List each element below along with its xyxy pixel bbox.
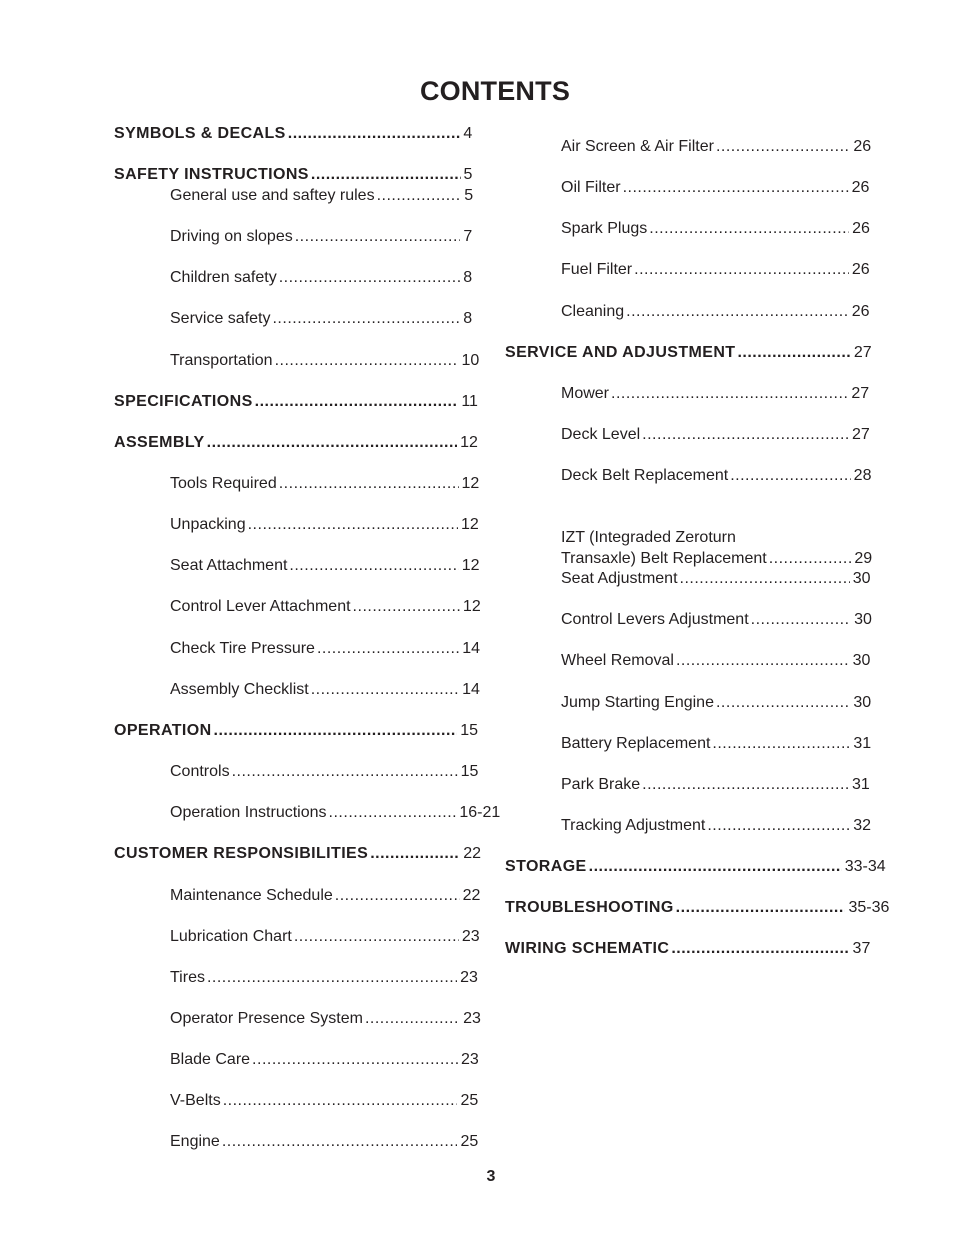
toc-entry-page-number: 26: [851, 179, 870, 196]
toc-subsection-entry[interactable]: [561, 650, 871, 671]
toc-entry-label: Maintenance Schedule: [170, 887, 333, 904]
toc-entry-page-number: 12: [462, 598, 481, 615]
toc-entry-page-number: 22: [463, 845, 482, 862]
toc-entry-label: Operator Presence System: [170, 1010, 363, 1027]
toc-subsection-entry[interactable]: [170, 185, 474, 206]
toc-subsection-entry[interactable]: [561, 301, 870, 322]
toc-entry-page-number: 16-21: [459, 804, 501, 821]
toc-entry-label: SAFETY INSTRUCTIONS: [114, 166, 309, 183]
toc-entry-page-number: 27: [853, 344, 872, 361]
toc-entry-label: Engine: [170, 1133, 220, 1150]
toc-entry-page-number: 23: [463, 1010, 481, 1027]
toc-subsection-entry[interactable]: [561, 692, 872, 713]
toc-section-entry[interactable]: [505, 938, 871, 959]
toc-entry-label: Assembly Checklist: [170, 681, 309, 698]
dot-leader: [642, 774, 849, 795]
toc-section-entry[interactable]: [114, 391, 478, 412]
toc-entry-label: SPECIFICATIONS: [114, 393, 253, 410]
toc-subsection-entry[interactable]: [170, 555, 480, 576]
toc-entry-page-number: 28: [853, 467, 872, 484]
dot-leader: [279, 267, 461, 288]
toc-entry-page-number: 31: [852, 776, 870, 793]
dot-leader: [769, 548, 852, 569]
toc-entry-page-number: 11: [461, 393, 478, 410]
toc-subsection-entry[interactable]: [170, 514, 479, 535]
toc-entry-page-number: 27: [851, 385, 870, 402]
toc-entry-label: Lubrication Chart: [170, 928, 292, 945]
toc-subsection-entry[interactable]: [561, 259, 870, 280]
dot-leader: [288, 123, 461, 144]
toc-section-entry[interactable]: [114, 720, 479, 741]
toc-subsection-entry[interactable]: [170, 473, 480, 494]
toc-section-entry[interactable]: [114, 123, 473, 144]
dot-leader: [611, 383, 848, 404]
toc-entry-page-number: 25: [460, 1092, 479, 1109]
toc-subsection-entry[interactable]: [561, 774, 870, 795]
toc-subsection-entry[interactable]: [561, 465, 872, 486]
toc-entry-page-number: 26: [853, 138, 872, 155]
toc-entry-label: Fuel Filter: [561, 261, 633, 278]
toc-entry-page-number: 14: [462, 681, 480, 698]
toc-subsection-entry[interactable]: [170, 761, 479, 782]
toc-entry-label: General use and saftey rules: [170, 187, 375, 204]
toc-entry-label: Children safety: [170, 269, 277, 286]
toc-entry-label: Wheel Removal: [561, 652, 674, 669]
dot-leader: [275, 350, 459, 371]
toc-entry-page-number: 30: [853, 694, 872, 711]
dot-leader: [329, 802, 457, 823]
toc-entry-label: Cleaning: [561, 303, 625, 320]
toc-entry-label: Deck Belt Replacement: [561, 467, 729, 484]
toc-entry-page-number: 33-34: [844, 858, 886, 875]
toc-section-entry[interactable]: [114, 164, 473, 185]
dot-leader: [255, 391, 459, 412]
toc-entry-page-number: 31: [853, 735, 872, 752]
dot-leader: [311, 164, 461, 185]
dot-leader: [751, 609, 851, 630]
dot-leader: [272, 308, 460, 329]
toc-entry-page-number: 5: [464, 187, 474, 204]
dot-leader: [730, 465, 850, 486]
toc-entry-page-number: 26: [851, 303, 870, 320]
toc-entry-label: Mower: [561, 385, 610, 402]
toc-entry-page-number: 23: [461, 1051, 479, 1068]
toc-subsection-entry[interactable]: [561, 177, 870, 198]
toc-entry-page-number: 25: [460, 1133, 479, 1150]
toc-entry-page-number: 26: [851, 261, 870, 278]
dot-leader: [707, 815, 850, 836]
dot-leader: [377, 185, 462, 206]
dot-leader: [716, 692, 850, 713]
toc-entry-label: Tracking Adjustment: [561, 817, 706, 834]
toc-entry-page-number: 26: [852, 220, 870, 237]
toc-entry-page-number: 37: [852, 940, 871, 957]
toc-subsection-entry[interactable]: [170, 1008, 481, 1029]
toc-entry-label: ASSEMBLY: [114, 434, 205, 451]
toc-subsection-entry[interactable]: [170, 596, 481, 617]
toc-entry-page-number: 23: [460, 969, 478, 986]
toc-entry-label: Operation Instructions: [170, 804, 327, 821]
toc-entry-page-number: 4: [463, 125, 473, 142]
toc-entry-label: Driving on slopes: [170, 228, 293, 245]
toc-entry-page-number: 15: [460, 722, 479, 739]
dot-leader: [737, 342, 850, 363]
toc-entry-label: Tires: [170, 969, 205, 986]
toc-entry-label: Blade Care: [170, 1051, 251, 1068]
dot-leader: [248, 514, 458, 535]
toc-entry-page-number: 12: [460, 434, 478, 451]
toc-entry-label: Tools Required: [170, 475, 277, 492]
toc-entry-label: Transaxle) Belt Replacement: [561, 550, 767, 567]
toc-subsection-entry[interactable]: [170, 1131, 479, 1152]
dot-leader: [317, 638, 459, 659]
toc-entry-page-number: 5: [463, 166, 473, 183]
toc-entry-label: STORAGE: [505, 858, 587, 875]
dot-leader: [365, 1008, 460, 1029]
toc-entry-page-number: 8: [463, 269, 473, 286]
toc-entry-label: WIRING SCHEMATIC: [505, 940, 670, 957]
toc-section-entry[interactable]: [505, 856, 886, 877]
dot-leader: [623, 177, 849, 198]
dot-leader: [680, 568, 850, 589]
dot-leader: [222, 1131, 458, 1152]
dot-leader: [676, 897, 846, 918]
toc-subsection-entry[interactable]: [170, 638, 481, 659]
dot-leader: [294, 926, 459, 947]
dot-leader: [626, 301, 849, 322]
dot-leader: [335, 885, 460, 906]
toc-entry-page-number: 22: [462, 887, 481, 904]
toc-section-entry[interactable]: [114, 432, 478, 453]
dot-leader: [649, 218, 849, 239]
toc-entry-label: Control Lever Attachment: [170, 598, 351, 615]
toc-subsection-entry[interactable]: [561, 527, 873, 569]
toc-section-entry[interactable]: [114, 843, 482, 864]
toc-entry-page-number: 32: [853, 817, 872, 834]
toc-entry-label: SYMBOLS & DECALS: [114, 125, 286, 142]
toc-entry-label: Deck Level: [561, 426, 641, 443]
toc-entry-label: Air Screen & Air Filter: [561, 138, 714, 155]
toc-entry-label: Controls: [170, 763, 230, 780]
toc-subsection-entry[interactable]: [561, 609, 872, 630]
dot-leader: [311, 679, 459, 700]
toc-entry-label-line: IZT (Integraded Zeroturn: [561, 529, 736, 546]
toc-subsection-entry[interactable]: [561, 424, 870, 445]
toc-entry-label: Battery Replacement: [561, 735, 711, 752]
toc-entry-page-number: 30: [852, 652, 871, 669]
toc-entry-label: Seat Attachment: [170, 557, 288, 574]
toc-subsection-entry[interactable]: [170, 926, 480, 947]
dot-leader: [207, 967, 457, 988]
toc-subsection-entry[interactable]: [561, 383, 870, 404]
dot-leader: [671, 938, 849, 959]
toc-entry-label: CUSTOMER RESPONSIBILITIES: [114, 845, 369, 862]
toc-entry-label: Seat Adjustment: [561, 570, 678, 587]
toc-entry-label: Jump Starting Engine: [561, 694, 714, 711]
toc-entry-label: Check Tire Pressure: [170, 640, 315, 657]
dot-leader: [279, 473, 459, 494]
toc-subsection-entry[interactable]: [170, 350, 480, 371]
toc-subsection-entry[interactable]: [170, 1090, 479, 1111]
toc-entry-page-number: 15: [460, 763, 479, 780]
toc-section-entry[interactable]: [505, 897, 890, 918]
toc-subsection-entry[interactable]: [170, 802, 501, 823]
dot-leader: [223, 1090, 458, 1111]
toc-subsection-entry[interactable]: [561, 218, 870, 239]
toc-entry-page-number: 12: [461, 557, 480, 574]
dot-leader: [370, 843, 460, 864]
dot-leader: [207, 432, 458, 453]
dot-leader: [589, 856, 842, 877]
toc-subsection-entry[interactable]: [170, 885, 481, 906]
toc-entry-label: SERVICE AND ADJUSTMENT: [505, 344, 736, 361]
toc-entry-page-number: 8: [463, 310, 473, 327]
toc-subsection-entry[interactable]: [170, 679, 480, 700]
dot-leader: [214, 720, 458, 741]
toc-subsection-entry[interactable]: [170, 308, 473, 329]
toc-entry-label: Park Brake: [561, 776, 641, 793]
page-number: 3: [486, 1168, 496, 1185]
toc-subsection-entry[interactable]: [170, 967, 478, 988]
toc-entry-label: V-Belts: [170, 1092, 221, 1109]
toc-entry-page-number: 27: [852, 426, 870, 443]
toc-entry-page-number: 12: [460, 516, 479, 533]
toc-subsection-entry[interactable]: [561, 733, 872, 754]
dot-leader: [712, 733, 850, 754]
toc-subsection-entry[interactable]: [170, 226, 473, 247]
toc-entry-page-number: 14: [462, 640, 481, 657]
toc-subsection-entry[interactable]: [561, 136, 872, 157]
toc-entry-page-number: 12: [461, 475, 480, 492]
toc-section-entry[interactable]: [505, 342, 872, 363]
toc-entry-label: Unpacking: [170, 516, 246, 533]
toc-entry-page-number: 29: [854, 550, 873, 567]
toc-entry-page-number: 30: [852, 570, 871, 587]
toc-entry-label: Control Levers Adjustment: [561, 611, 749, 628]
toc-entry-label: Transportation: [170, 352, 273, 369]
toc-entry-page-number: 7: [463, 228, 473, 245]
dot-leader: [232, 761, 458, 782]
toc-subsection-entry[interactable]: [170, 267, 473, 288]
dot-leader: [295, 226, 461, 247]
toc-entry-label: TROUBLESHOOTING: [505, 899, 674, 916]
toc-entry-page-number: 35-36: [848, 899, 890, 916]
dot-leader: [634, 259, 849, 280]
toc-entry-page-number: 23: [461, 928, 480, 945]
toc-subsection-entry[interactable]: [170, 1049, 479, 1070]
dot-leader: [716, 136, 850, 157]
toc-entry-label: Spark Plugs: [561, 220, 648, 237]
toc-entry-page-number: 30: [854, 611, 872, 628]
toc-entry-label: OPERATION: [114, 722, 212, 739]
toc-entry-label: Service safety: [170, 310, 271, 327]
toc-entry-page-number: 10: [461, 352, 480, 369]
toc-entry-label: Oil Filter: [561, 179, 621, 196]
page-title: CONTENTS: [419, 76, 571, 106]
toc-subsection-entry[interactable]: [561, 568, 871, 589]
dot-leader: [676, 650, 850, 671]
dot-leader: [289, 555, 458, 576]
dot-leader: [252, 1049, 458, 1070]
dot-leader: [642, 424, 849, 445]
dot-leader: [353, 596, 460, 617]
toc-subsection-entry[interactable]: [561, 815, 872, 836]
